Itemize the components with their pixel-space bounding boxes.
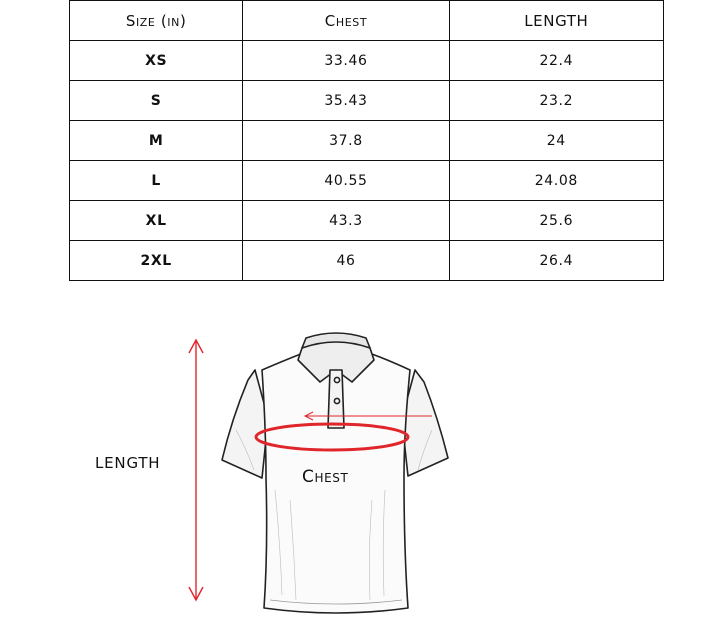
table-row xyxy=(70,41,664,81)
length-cell: 25.6 xyxy=(449,201,663,241)
chest-cell: 46 xyxy=(243,241,449,281)
table-row xyxy=(70,161,664,201)
length-cell: 24 xyxy=(449,121,663,161)
chest-cell: 33.46 xyxy=(243,41,449,81)
size-cell: S xyxy=(70,81,243,121)
length-cell: 26.4 xyxy=(449,241,663,281)
length-cell: 22.4 xyxy=(449,41,663,81)
size-cell: M xyxy=(70,121,243,161)
header-chest: Chest xyxy=(243,1,449,41)
length-cell: 24.08 xyxy=(449,161,663,201)
chest-cell: 37.8 xyxy=(243,121,449,161)
chest-label: Chest xyxy=(302,467,349,487)
chest-cell: 40.55 xyxy=(243,161,449,201)
table-row xyxy=(70,121,664,161)
table-row xyxy=(70,201,664,241)
table-row xyxy=(70,81,664,121)
size-cell: XS xyxy=(70,41,243,81)
table-header-row xyxy=(70,1,664,41)
measurement-diagram xyxy=(0,300,726,620)
chest-cell: 35.43 xyxy=(243,81,449,121)
table-row xyxy=(70,241,664,281)
chest-cell: 43.3 xyxy=(243,201,449,241)
size-cell: L xyxy=(70,161,243,201)
size-cell: XL xyxy=(70,201,243,241)
size-chart-table xyxy=(69,0,664,281)
length-label: LENGTH xyxy=(95,454,161,472)
header-length: LENGTH xyxy=(449,1,663,41)
length-arrow xyxy=(189,340,203,600)
header-size: Size (in) xyxy=(70,1,243,41)
size-cell: 2XL xyxy=(70,241,243,281)
length-cell: 23.2 xyxy=(449,81,663,121)
